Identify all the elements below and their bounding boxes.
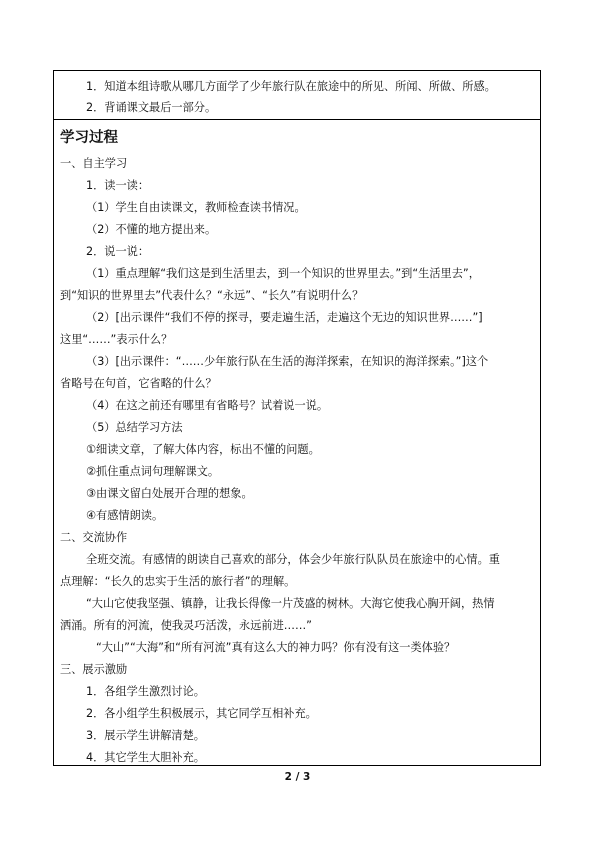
text-line: 2．说一说： <box>86 245 150 258</box>
page-number: 2 / 3 <box>284 771 311 783</box>
text-line: （2）不懂的地方提出来。 <box>86 223 217 236</box>
process-title: 学习过程 <box>60 130 118 146</box>
text-line: 一、自主学习 <box>60 157 128 170</box>
text-line: 二、交流协作 <box>60 531 128 544</box>
text-line: 洒涌。所有的河流，使我灵巧活泼，永远前进……” <box>60 619 312 632</box>
text-line: （5）总结学习方法 <box>86 421 183 434</box>
text-line: “大山它使我坚强、镇静，让我长得像一片茂盛的树林。大海它使我心胸开阔，热情 <box>86 597 495 610</box>
text-line: 点理解：“长久的忠实于生活的旅行者”的理解。 <box>60 575 296 588</box>
text-line: 3．展示学生讲解清楚。 <box>86 729 205 742</box>
text-line: 1．读一读： <box>86 179 150 192</box>
text-line: （1）重点理解“我们这是到生活里去，到一个知识的世界里去。”到“生活里去”， <box>86 267 480 280</box>
text-line: （1）学生自由读课文，教师检查读书情况。 <box>86 201 306 214</box>
text-line: （4）在这之前还有哪里有省略号？试着说一说。 <box>86 399 329 412</box>
text-line: ②抓住重点词句理解课文。 <box>86 465 220 478</box>
goal-line-2: 2．背诵课文最后一部分。 <box>86 101 217 114</box>
text-line: “大山”“大海”和“所有河流”真有这么大的神力吗？你有没有这一类体验？ <box>96 641 456 654</box>
text-line: ①细读文章，了解大体内容，标出不懂的问题。 <box>86 443 320 456</box>
goals-cell <box>54 71 540 120</box>
text-line: 这里“……”表示什么？ <box>60 333 173 346</box>
text-line: 2．各小组学生积极展示，其它同学互相补充。 <box>86 707 317 720</box>
text-line: 1．各组学生激烈讨论。 <box>86 685 205 698</box>
text-line: 到“知识的世界里去”代表什么？“永远”、“长久”有说明什么？ <box>60 289 364 302</box>
text-line: ③由课文留白处展开合理的想象。 <box>86 487 253 500</box>
text-line: 省略号在句首，它省略的什么？ <box>60 377 217 390</box>
text-line: ④有感情朗读。 <box>86 509 164 522</box>
text-line: 4．其它学生大胆补充。 <box>86 751 205 764</box>
text-line: （2）[出示课件“我们不停的探寻，要走遍生活，走遍这个无边的知识世界……”] <box>86 311 483 324</box>
text-line: 全班交流。有感情的朗读自己喜欢的部分，体会少年旅行队队员在旅途中的心情。重 <box>86 553 500 566</box>
goal-line-1: 1．知道本组诗歌从哪几方面学了少年旅行队在旅途中的所见、所闻、所做、所感。 <box>86 80 496 93</box>
lesson-table <box>53 70 541 766</box>
text-line: 三、展示激励 <box>60 663 128 676</box>
text-line: （3）[出示课件：“……少年旅行队在生活的海洋探索，在知识的海洋探索。”]这个 <box>86 355 489 368</box>
